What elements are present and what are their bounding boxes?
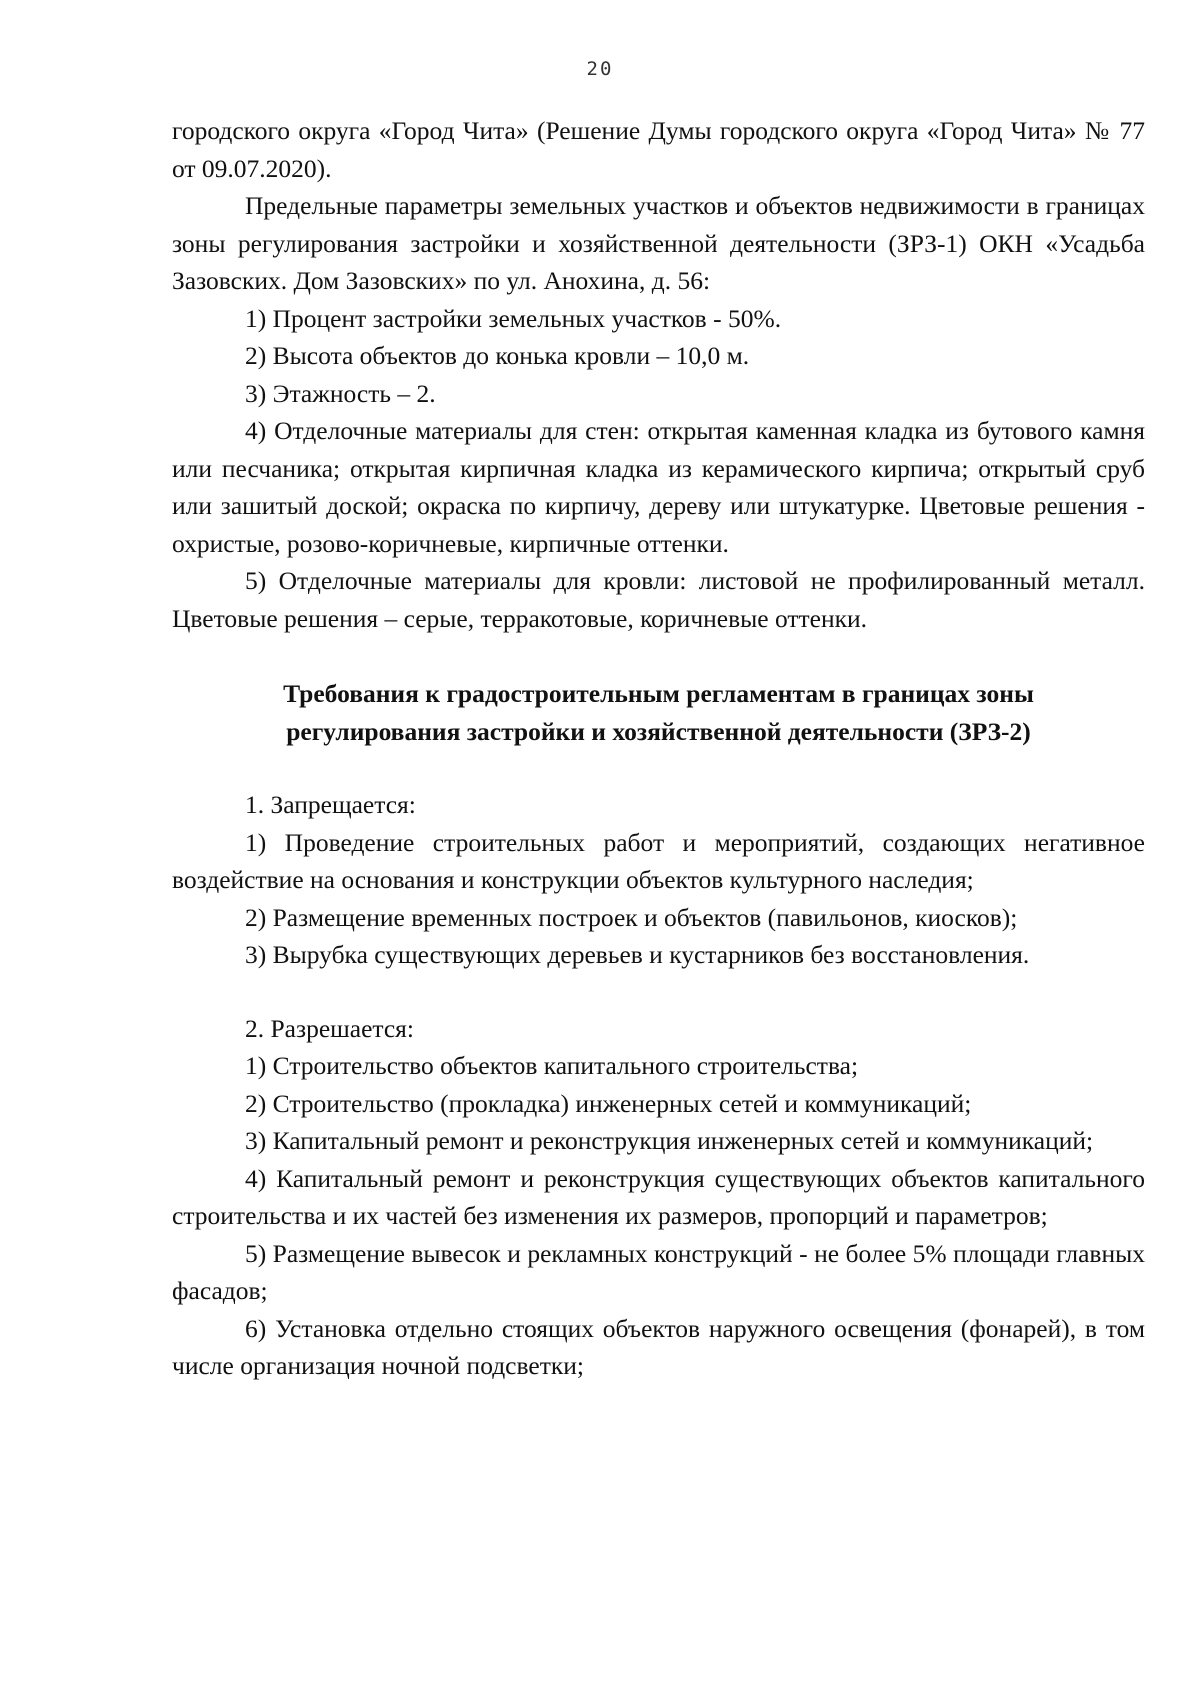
section-heading-line: регулирования застройки и хозяйственной деятельности (ЗРЗ-2): [286, 716, 1031, 746]
allowed-title: 2. Разрешается:: [245, 1013, 414, 1043]
document-body: [172, 112, 1145, 1385]
params-intro-paragraph: Предельные параметры земельных участков и объектов недвижимости в границах зоны регулирования застройки и хозяйственной деятельности (ЗРЗ-1) ОКН «Усадьба Зазовских. Дом Зазовских» по ул. Анохина, д. 56:: [172, 191, 1145, 295]
section-heading: [172, 675, 1145, 750]
param-item: 2) Высота объектов до конька кровли – 10,0 м.: [245, 341, 750, 370]
page-number: 20: [586, 58, 614, 80]
allowed-item: 3) Капитальный ремонт и реконструкция инженерных сетей и коммуникаций;: [245, 1126, 1094, 1155]
allowed-item: 6) Установка отдельно стоящих объектов наружного освещения (фонарей), в том числе организация ночной подсветки;: [172, 1313, 1145, 1380]
allowed-item: 2) Строительство (прокладка) инженерных сетей и коммуникаций;: [245, 1088, 972, 1118]
continuation-paragraph: городского округа «Город Чита» (Решение Думы городского округа «Город Чита» № 77 от 09.07.2020).: [172, 116, 1145, 183]
allowed-item: 1) Строительство объектов капитального строительства;: [245, 1051, 859, 1080]
param-item: 4) Отделочные материалы для стен: открытая каменная кладка из бутового камня или песчаника; открытая кирпичная кладка из керамического кирпича; открытый сруб или зашитый доской; окраска по кирпичу, дереву или штукатурке. Цветовые решения - охристые, розово-коричневые, кирпичные оттенки.: [172, 416, 1145, 558]
param-item: 5) Отделочные материалы для кровли: листовой не профилированный металл. Цветовые решения – серые, терракотовые, коричневые оттенки.: [172, 566, 1145, 633]
prohibited-item: 2) Размещение временных построек и объектов (павильонов, киосков);: [245, 902, 1018, 932]
allowed-item: 4) Капитальный ремонт и реконструкция существующих объектов капитального строительства и их частей без изменения их размеров, пропорций и параметров;: [172, 1163, 1145, 1230]
prohibited-item: 1) Проведение строительных работ и мероприятий, создающих негативное воздействие на основания и конструкции объектов культурного наследия;: [172, 827, 1145, 894]
param-item: 3) Этажность – 2.: [245, 378, 436, 408]
param-item: 1) Процент застройки земельных участков - 50%.: [245, 303, 782, 333]
section-heading-line: Требования к градостроительным регламентам в границах зоны: [283, 679, 1034, 708]
prohibited-item: 3) Вырубка существующих деревьев и кустарников без восстановления.: [245, 940, 1030, 969]
allowed-item: 5) Размещение вывесок и рекламных конструкций - не более 5% площади главных фасадов;: [172, 1238, 1145, 1305]
prohibited-title: 1. Запрещается:: [245, 790, 416, 819]
